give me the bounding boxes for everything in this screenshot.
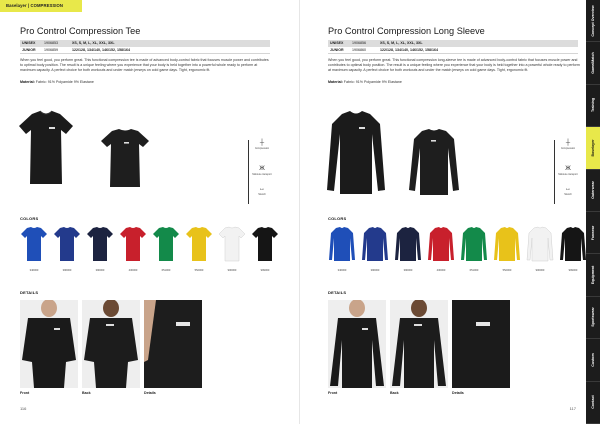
detail-caption-details: Details	[144, 391, 156, 395]
swatch-shirt-image	[185, 226, 213, 262]
swatch-shirt-image	[559, 226, 587, 262]
swatch-shirt-image	[493, 226, 521, 262]
page-number: 116	[20, 406, 27, 411]
color-swatch	[394, 226, 422, 272]
sidebar-tab-fanwear[interactable]	[586, 212, 600, 254]
sidebar-tab-baselayer[interactable]	[586, 127, 600, 169]
figure-icon: Ж	[565, 166, 571, 172]
color-swatch	[460, 226, 488, 272]
spec-table	[20, 40, 270, 54]
sidebar-tab-sportswear[interactable]	[586, 297, 600, 339]
spec-row: JUNIOR 1906859 122/128, 134/140, 146/152, 158/164	[20, 47, 270, 54]
detail-caption-front: Front	[328, 391, 338, 395]
color-swatch	[218, 226, 246, 272]
sidebar-tab-label: Contact	[591, 395, 595, 409]
shirt-front-image	[18, 110, 74, 186]
detail-closeup-photo	[452, 300, 510, 388]
catalog-section-sidebar	[586, 0, 600, 424]
swatch-shirt-image	[119, 226, 147, 262]
swatch-shirt-image	[251, 226, 279, 262]
sidebar-tab-label: Sportswear	[591, 307, 595, 328]
spec-row: JUNIOR 1906860 122/128, 134/140, 146/152, 158/164	[328, 47, 578, 54]
feature-moisture: Ж Moisture transport	[558, 166, 578, 176]
longsleeve-front-image	[326, 110, 386, 196]
color-swatch	[119, 226, 147, 272]
swatch-shirt-image	[20, 226, 48, 262]
swatch-code: 430000	[128, 269, 138, 272]
color-swatch	[185, 226, 213, 272]
colors-heading: COLORS	[20, 216, 39, 221]
color-swatch	[53, 226, 81, 272]
swatch-code: 900000	[535, 269, 545, 272]
color-swatch	[86, 226, 114, 272]
feature-divider	[248, 140, 249, 204]
color-swatch	[526, 226, 554, 272]
swatch-code: 346000	[337, 269, 347, 272]
color-swatch	[20, 226, 48, 272]
sidebar-tab-label: Fanwear	[591, 225, 595, 240]
detail-caption-details: Details	[452, 391, 464, 395]
swatch-code: 396000	[62, 269, 72, 272]
color-swatch	[328, 226, 356, 272]
swatch-shirt-image	[328, 226, 356, 262]
color-swatch	[251, 226, 279, 272]
detail-back-photo	[82, 300, 140, 388]
material-line: Material: Fabric: 91% Polyamide 9% Elastane	[328, 80, 402, 84]
feature-compression: ┼ Compression	[558, 140, 578, 150]
swatch-code: 430000	[436, 269, 446, 272]
swatch-code: 390000	[95, 269, 105, 272]
colors-heading: COLORS	[328, 216, 347, 221]
right-page	[300, 0, 586, 424]
detail-closeup-photo	[144, 300, 202, 388]
product-description: When you feel good, you perform great. This functional compression long-sleeve tee is made of advanced body-control fabric that focuses muscle power and contributes to optimal body position. The result is a unique feeling where you experience that your body is held together into a powerful whole ready to perform at maximum capacity. A perfect choice for both workouts and under the match jerseys on cold game days. Tight, ergonomic fit.	[328, 58, 580, 72]
color-swatch	[493, 226, 521, 272]
sidebar-tab-label: Outerwear	[591, 181, 595, 200]
detail-front-photo	[20, 300, 78, 388]
arrows-icon: ↔	[565, 186, 571, 192]
details-images	[20, 300, 202, 388]
swatch-shirt-image	[86, 226, 114, 262]
sidebar-tab-custom[interactable]	[586, 339, 600, 381]
color-swatches	[20, 226, 279, 272]
page-number: 117	[569, 406, 576, 411]
swatch-shirt-image	[394, 226, 422, 262]
spec-row: UNISEX 1906856 XS, S, M, L, XL, XXL, 3XL	[328, 40, 578, 47]
product-description: When you feel good, you perform great. This functional compression tee is made of advanced body-control fabric that focuses muscle power and contributes to optimal body position. The result is a unique feeling where you experience that your body is held together into a powerful whole ready to perform at maximum capacity. A perfect choice for both workouts and under match jerseys on cold game days. Tight, ergonomic fit.	[20, 58, 269, 72]
sidebar-tab-label: Game/Match	[591, 52, 595, 74]
color-swatches	[328, 226, 587, 272]
product-title: Pro Control Compression Tee	[20, 26, 141, 36]
sidebar-tab-concept-overview[interactable]	[586, 0, 600, 42]
swatch-code: 651000	[469, 269, 479, 272]
longsleeve-back-image	[408, 128, 460, 196]
swatch-code: 346000	[29, 269, 39, 272]
feature-stretch: ↔ Stretch	[252, 186, 272, 196]
feature-divider	[554, 140, 555, 204]
swatch-shirt-image	[460, 226, 488, 262]
swatch-shirt-image	[53, 226, 81, 262]
swatch-code: 999000	[568, 269, 578, 272]
shirt-back-image	[100, 128, 150, 188]
dagger-icon: ┼	[565, 140, 571, 146]
details-heading: DETAILS	[328, 290, 347, 295]
swatch-code: 552000	[502, 269, 512, 272]
color-swatch	[559, 226, 587, 272]
swatch-code: 651000	[161, 269, 171, 272]
detail-front-photo	[328, 300, 386, 388]
swatch-code: 552000	[194, 269, 204, 272]
sidebar-tab-equipment[interactable]	[586, 254, 600, 296]
feature-compression: ┼ Compression	[252, 140, 272, 150]
sidebar-tab-training[interactable]	[586, 85, 600, 127]
detail-caption-back: Back	[390, 391, 399, 395]
sidebar-tab-label: Concept Overview	[591, 5, 595, 37]
swatch-shirt-image	[218, 226, 246, 262]
sidebar-tab-label: Custom	[591, 353, 595, 367]
color-swatch	[361, 226, 389, 272]
swatch-code: 390000	[403, 269, 413, 272]
dagger-icon: ┼	[259, 140, 265, 146]
material-line: Material: Fabric: 91% Polyamide 9% Elastane	[20, 80, 94, 84]
detail-caption-front: Front	[20, 391, 30, 395]
swatch-shirt-image	[427, 226, 455, 262]
details-images	[328, 300, 510, 388]
details-heading: DETAILS	[20, 290, 39, 295]
spec-row: UNISEX 1906853 XS, S, M, L, XL, XXL, 3XL	[20, 40, 270, 47]
sidebar-tab-game-match[interactable]	[586, 42, 600, 84]
sidebar-tab-label: Training	[591, 98, 595, 113]
feature-moisture: Ж Moisture transport	[252, 166, 272, 176]
detail-caption-back: Back	[82, 391, 91, 395]
arrows-icon: ↔	[259, 186, 265, 192]
sidebar-tab-label: Baselayer	[591, 139, 595, 157]
section-header-tag: Baselayer | COMPRESSION	[0, 0, 82, 12]
product-title: Pro Control Compression Long Sleeve	[328, 26, 485, 36]
swatch-shirt-image	[526, 226, 554, 262]
sidebar-tab-contact[interactable]	[586, 382, 600, 424]
swatch-code: 999000	[260, 269, 270, 272]
spec-table	[328, 40, 578, 54]
detail-back-photo	[390, 300, 448, 388]
swatch-shirt-image	[152, 226, 180, 262]
swatch-code: 900000	[227, 269, 237, 272]
swatch-code: 396000	[370, 269, 380, 272]
swatch-shirt-image	[361, 226, 389, 262]
sidebar-tab-label: Equipment	[591, 265, 595, 285]
color-swatch	[427, 226, 455, 272]
feature-stretch: ↔ Stretch	[558, 186, 578, 196]
figure-icon: Ж	[259, 166, 265, 172]
sidebar-tab-outerwear[interactable]	[586, 170, 600, 212]
color-swatch	[152, 226, 180, 272]
